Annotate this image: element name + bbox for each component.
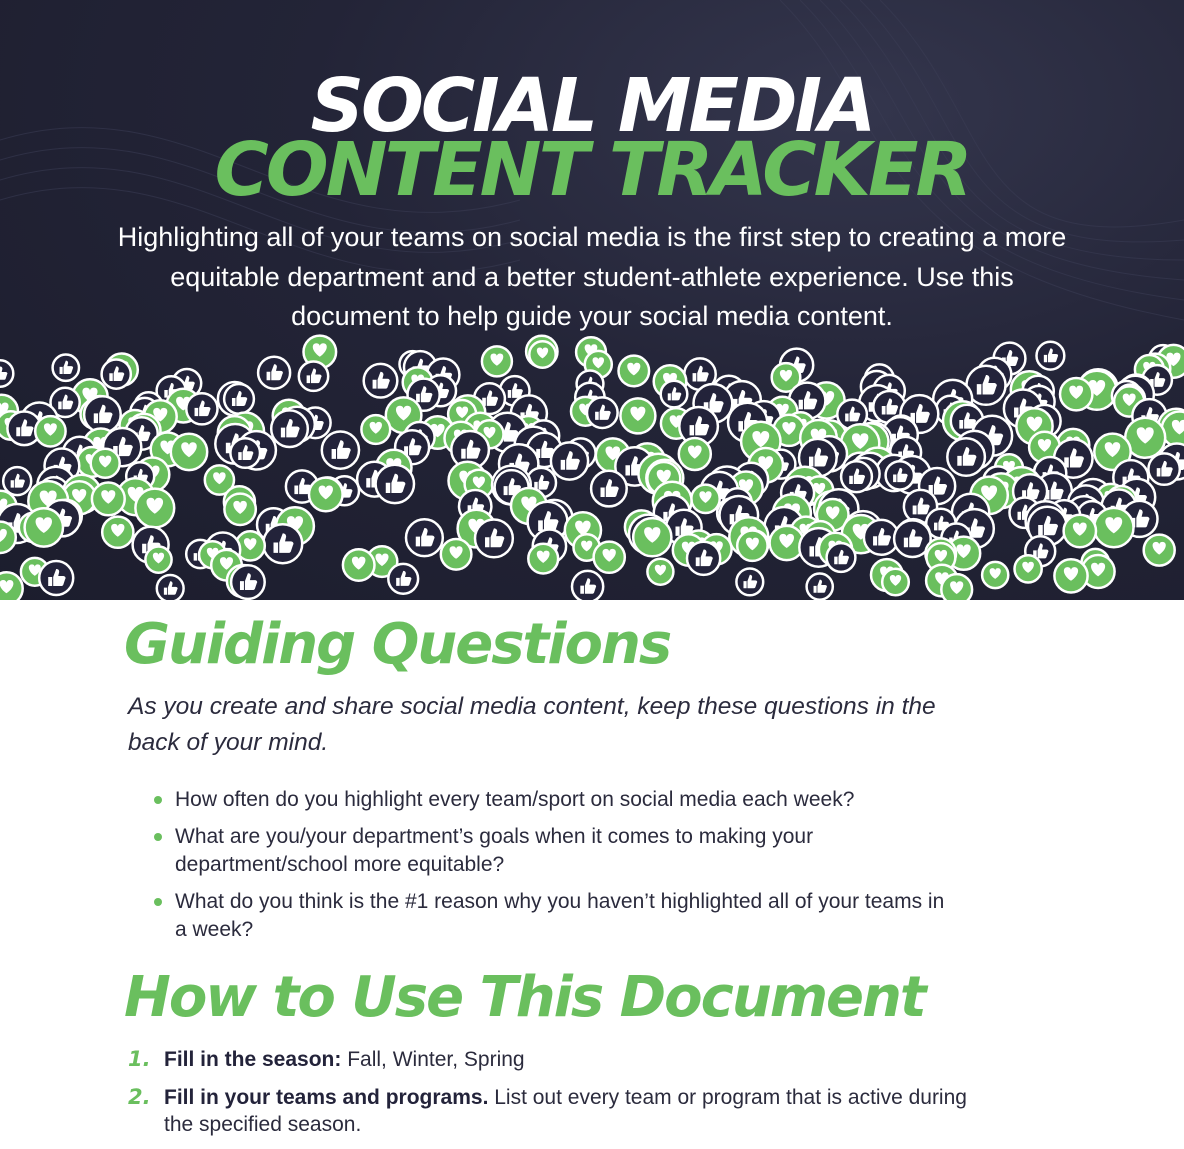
thumbs-up-icon xyxy=(322,432,359,469)
heart-icon xyxy=(737,531,767,561)
thumbs-up-icon xyxy=(687,542,720,575)
title-line-2: CONTENT TRACKER xyxy=(214,127,970,213)
heart-icon xyxy=(619,356,650,387)
title-line-1: SOCIAL MEDIA xyxy=(310,63,874,149)
bullet-icon xyxy=(154,796,162,804)
list-item xyxy=(128,1084,988,1138)
thumbs-up-icon xyxy=(224,384,254,414)
thumbs-up-icon xyxy=(258,357,290,389)
heart-icon xyxy=(224,494,255,525)
reaction-icons-cluster xyxy=(0,330,1184,600)
thumbs-up-icon xyxy=(1148,453,1179,484)
heart-icon xyxy=(647,559,673,585)
step-number: 2. xyxy=(128,1085,151,1109)
list-item: What are you/your department’s goals when it comes to making your department/school more equitable? xyxy=(152,823,952,879)
list-item xyxy=(128,1046,988,1073)
thumbs-up-icon xyxy=(947,438,985,476)
list-item: What do you think is the #1 reason why you haven’t highlighted all of your teams in a week? xyxy=(152,888,952,944)
thumbs-up-icon xyxy=(231,565,265,599)
heart-icon xyxy=(620,398,655,433)
heart-icon xyxy=(679,438,711,470)
heart-icon xyxy=(482,346,512,376)
thumbs-up-icon xyxy=(230,438,260,468)
heart-icon xyxy=(361,415,390,444)
thumbs-up-icon xyxy=(736,569,763,596)
thumbs-up-icon xyxy=(841,461,872,492)
step-bold-label: Fill in the season: xyxy=(164,1048,342,1071)
thumbs-up-icon xyxy=(39,561,73,595)
heart-icon xyxy=(691,485,719,513)
thumbs-up-icon xyxy=(364,364,398,398)
heart-icon xyxy=(1015,555,1042,582)
thumbs-up-icon xyxy=(3,467,31,495)
thumbs-up-icon xyxy=(0,360,13,386)
thumbs-up-icon xyxy=(475,520,513,558)
list-item: How often do you highlight every team/sport on social media each week? xyxy=(152,786,952,814)
heart-icon xyxy=(145,547,171,573)
heart-icon xyxy=(1144,535,1175,566)
thumbs-up-icon xyxy=(186,393,217,424)
thumbs-up-icon xyxy=(661,381,688,408)
thumbs-up-icon xyxy=(102,360,131,389)
how-to-use-heading: How to Use This Document xyxy=(124,965,925,1030)
heart-icon xyxy=(92,483,125,516)
thumbs-up-icon xyxy=(376,465,414,503)
guiding-questions-list xyxy=(152,786,952,953)
thumbs-up-icon xyxy=(53,355,79,381)
heart-icon xyxy=(594,542,625,573)
step-text: Fall, Winter, Spring xyxy=(341,1048,525,1071)
thumbs-up-icon xyxy=(157,575,184,600)
thumbs-up-icon xyxy=(299,362,328,391)
how-to-steps-list xyxy=(128,1046,988,1149)
bullet-icon xyxy=(154,898,162,906)
heart-icon xyxy=(941,574,972,600)
heart-icon xyxy=(1064,515,1096,547)
thumbs-up-icon xyxy=(388,564,418,594)
thumbs-up-icon xyxy=(406,519,443,556)
heart-icon xyxy=(0,572,23,600)
guiding-questions-heading: Guiding Questions xyxy=(124,612,671,677)
thumbs-up-icon xyxy=(807,574,833,600)
thumbs-up-icon xyxy=(1037,342,1065,370)
step-text: List out every team or program that is active during the specified season. xyxy=(164,1086,967,1136)
heart-icon xyxy=(982,562,1008,588)
intro-text: Highlighting all of your teams on social media is the first step to creating a more equitable department and a better student-athlete experience. Use this document to help guide your social media content. xyxy=(117,222,1067,331)
heart-icon xyxy=(1060,378,1092,410)
thumbs-up-icon xyxy=(886,461,914,489)
thumbs-up-icon xyxy=(84,396,121,433)
heart-icon xyxy=(35,416,65,446)
thumbs-up-icon xyxy=(551,442,588,479)
heart-icon xyxy=(25,508,63,546)
heart-icon xyxy=(343,549,375,581)
heart-icon xyxy=(171,434,207,470)
heart-icon xyxy=(102,517,133,548)
heart-icon xyxy=(135,489,174,528)
thumbs-up-icon xyxy=(827,543,856,572)
heart-icon xyxy=(91,449,120,478)
heart-icon xyxy=(1094,508,1133,547)
heart-icon xyxy=(309,478,343,512)
heart-icon xyxy=(441,539,472,570)
guiding-questions-lead: As you create and share social media content, keep these questions in the back of your mind. xyxy=(128,693,936,756)
heart-icon xyxy=(633,518,671,556)
thumbs-up-icon xyxy=(591,471,627,507)
step-bold-label: Fill in your teams and programs. xyxy=(164,1086,489,1109)
heart-icon xyxy=(1054,559,1087,592)
thumbs-up-icon xyxy=(271,410,308,447)
thumbs-up-icon xyxy=(263,524,302,563)
thumbs-up-icon xyxy=(572,571,603,600)
step-number: 1. xyxy=(128,1047,151,1071)
heart-icon xyxy=(528,544,558,574)
thumbs-up-icon xyxy=(587,397,618,428)
heart-icon xyxy=(882,569,909,596)
heart-icon xyxy=(529,341,555,367)
bullet-icon xyxy=(154,833,162,841)
